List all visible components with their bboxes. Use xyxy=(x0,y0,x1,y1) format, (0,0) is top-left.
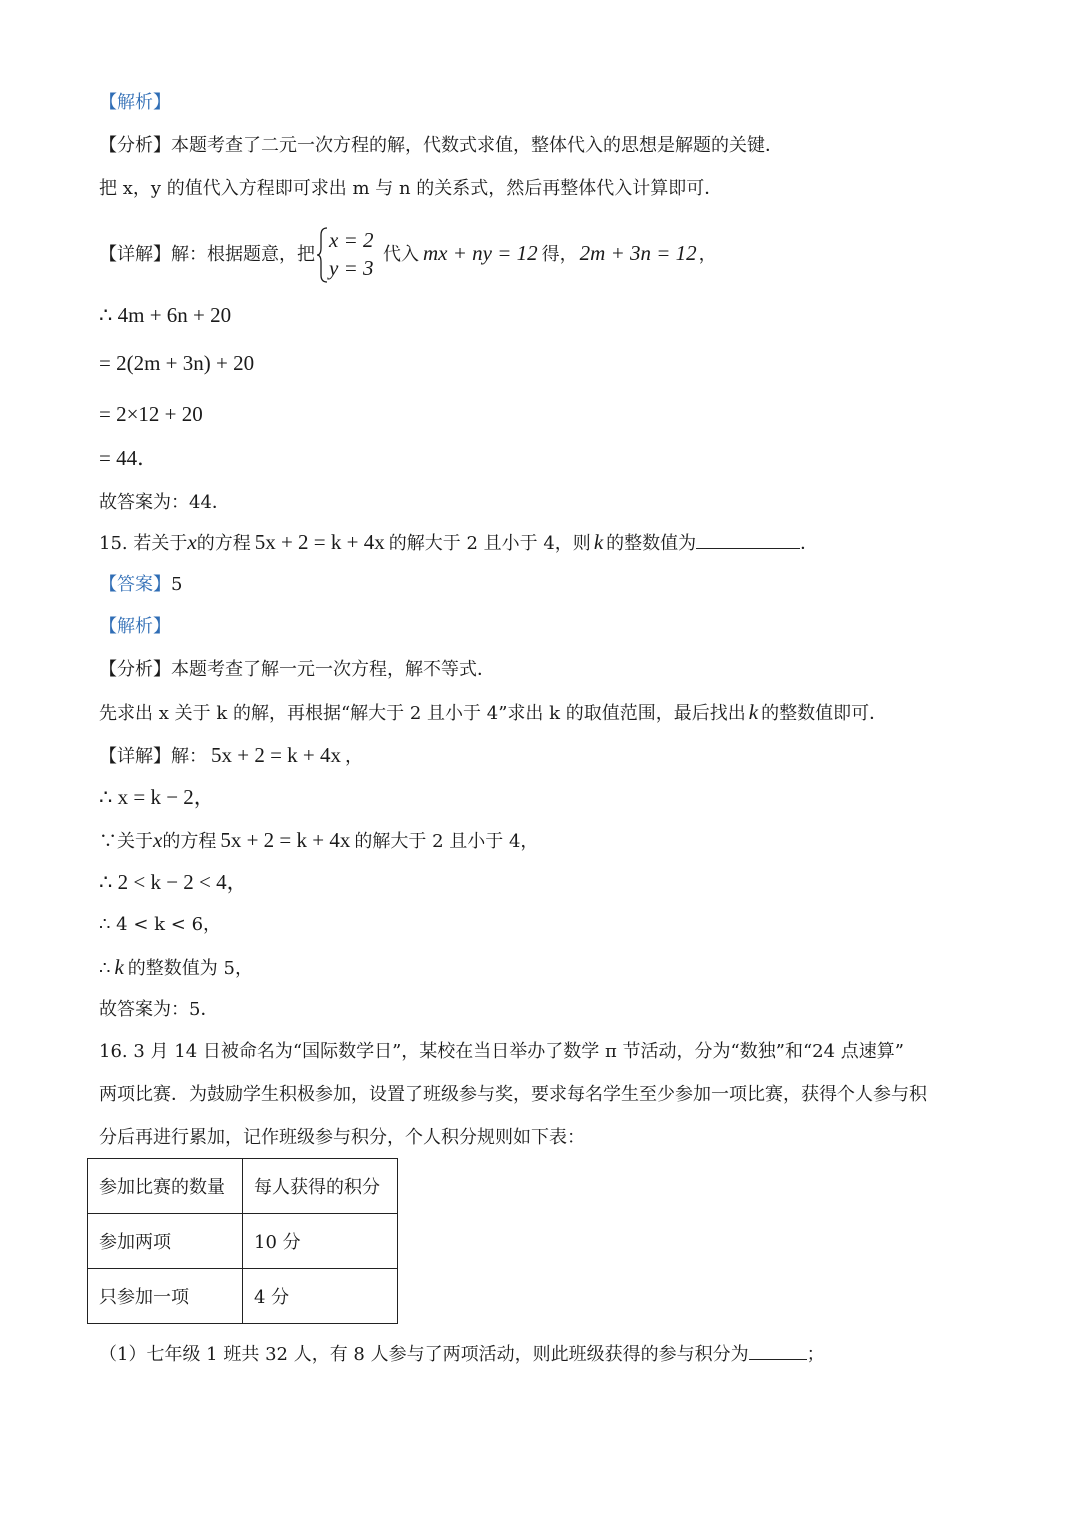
comma: ， xyxy=(698,244,717,265)
analysis-line: 【分析】本题考查了二元一次方程的解，代数式求值，整体代入的思想是解题的关键． xyxy=(99,135,783,156)
analysis-heading: 【解析】 xyxy=(99,616,171,637)
stem-text: 的方程 xyxy=(196,533,251,554)
answer-row xyxy=(99,573,182,597)
question-16-line-3: 分后再进行累加，记作班级参与积分，个人积分规则如下表： xyxy=(99,1127,585,1148)
left-brace-icon xyxy=(317,226,329,284)
var-k: k xyxy=(593,530,604,554)
table-header: 每人获得的积分 xyxy=(243,1159,398,1214)
system-eq-2: y = 3 xyxy=(329,256,374,280)
equation-system xyxy=(317,226,381,284)
table-cell: 参加两项 xyxy=(88,1214,243,1269)
equation: 5x + 2 = k + 4x xyxy=(254,530,385,554)
answer-value: 5 xyxy=(171,574,183,595)
substitute-text: 代入 xyxy=(383,244,419,265)
method-line: 把 x，y 的值代入方程即可求出 m 与 n 的关系式，然后再整体代入计算即可． xyxy=(99,178,723,199)
semicolon: ； xyxy=(806,1344,825,1365)
because-line xyxy=(99,828,538,854)
stem-text: 若关于 xyxy=(133,533,188,554)
question-number: 15. xyxy=(99,533,128,554)
step-2: = 2(2m + 3n) + 20 xyxy=(99,351,255,375)
answer-label: 【答案】 xyxy=(99,574,171,595)
var-k: k xyxy=(114,955,124,979)
table-cell: 10 分 xyxy=(243,1214,398,1269)
stem-end: ． xyxy=(800,533,819,554)
result-equation: 2m + 3n = 12 xyxy=(579,241,697,265)
var-x: x xyxy=(153,828,163,852)
answer-blank xyxy=(696,530,800,549)
step-3: = 2×12 + 20 xyxy=(99,402,203,426)
because-text: ∵关于 xyxy=(99,831,153,852)
equation: 5x + 2 = k + 4x xyxy=(211,743,342,767)
sub-question-1 xyxy=(99,1341,825,1367)
table-cell: 4 分 xyxy=(243,1269,398,1324)
question-16-line-1: 16. 3 月 14 日被命名为“国际数学日”，某校在当日举办了数学 π 节活动，分为“数独”和“24 点速算” xyxy=(99,1041,904,1062)
step-4: = 44． xyxy=(99,446,159,470)
therefore-symbol: ∴ xyxy=(99,958,111,979)
answer-line: 故答案为：5． xyxy=(99,999,219,1020)
sub-question-text: （1）七年级 1 班共 32 人，有 8 人参与了两项活动，则此班级获得的参与积分为 xyxy=(99,1344,749,1365)
question-15 xyxy=(99,530,818,556)
answer-blank xyxy=(749,1341,807,1360)
step-1: ∴ 4m + 6n + 20 xyxy=(99,303,232,327)
step-2: ∴ 2 < k − 2 < 4， xyxy=(99,870,248,894)
score-table xyxy=(87,1158,398,1324)
table-row xyxy=(88,1214,398,1269)
equation: mx + ny = 12 xyxy=(423,241,538,265)
step-1: ∴ x = k − 2， xyxy=(99,785,215,809)
result-text: 得， xyxy=(541,244,578,265)
detail-line xyxy=(99,743,363,769)
step-4 xyxy=(99,955,253,981)
detail-label: 【详解】解： xyxy=(99,746,207,767)
detail-label: 【详解】解：根据题意，把 xyxy=(99,244,315,265)
equation: 5x + 2 = k + 4x xyxy=(220,828,351,852)
var-x: x xyxy=(187,530,197,554)
detail-line xyxy=(99,224,717,284)
method-line xyxy=(99,700,887,726)
because-text: 的方程 xyxy=(162,831,217,852)
method-text: 的整数值即可． xyxy=(761,703,888,724)
system-eq-1: x = 2 xyxy=(329,228,374,252)
var-k: k xyxy=(748,700,759,724)
answer-line: 故答案为：44． xyxy=(99,492,230,513)
step-text: 的整数值为 5， xyxy=(127,958,253,979)
table-header-row xyxy=(88,1159,398,1214)
table-cell: 只参加一项 xyxy=(88,1269,243,1324)
table-header: 参加比赛的数量 xyxy=(88,1159,243,1214)
stem-text: 的解大于 2 且小于 4，则 xyxy=(388,533,591,554)
analysis-line: 【分析】本题考查了解一元一次方程，解不等式． xyxy=(99,659,495,680)
table-row xyxy=(88,1269,398,1324)
question-16-line-2: 两项比赛．为鼓励学生积极参加，设置了班级参与奖，要求每名学生至少参加一项比赛，获得个人参与积 xyxy=(99,1084,927,1105)
comma: ， xyxy=(345,746,364,767)
analysis-heading: 【解析】 xyxy=(99,92,171,113)
because-text: 的解大于 2 且小于 4， xyxy=(354,831,539,852)
step-3: ∴ 4 < k < 6， xyxy=(99,914,222,935)
stem-text: 的整数值为 xyxy=(606,533,697,554)
method-text: 先求出 x 关于 k 的解，再根据“解大于 2 且小于 4”求出 k 的取值范围，最后找出 xyxy=(99,703,746,724)
